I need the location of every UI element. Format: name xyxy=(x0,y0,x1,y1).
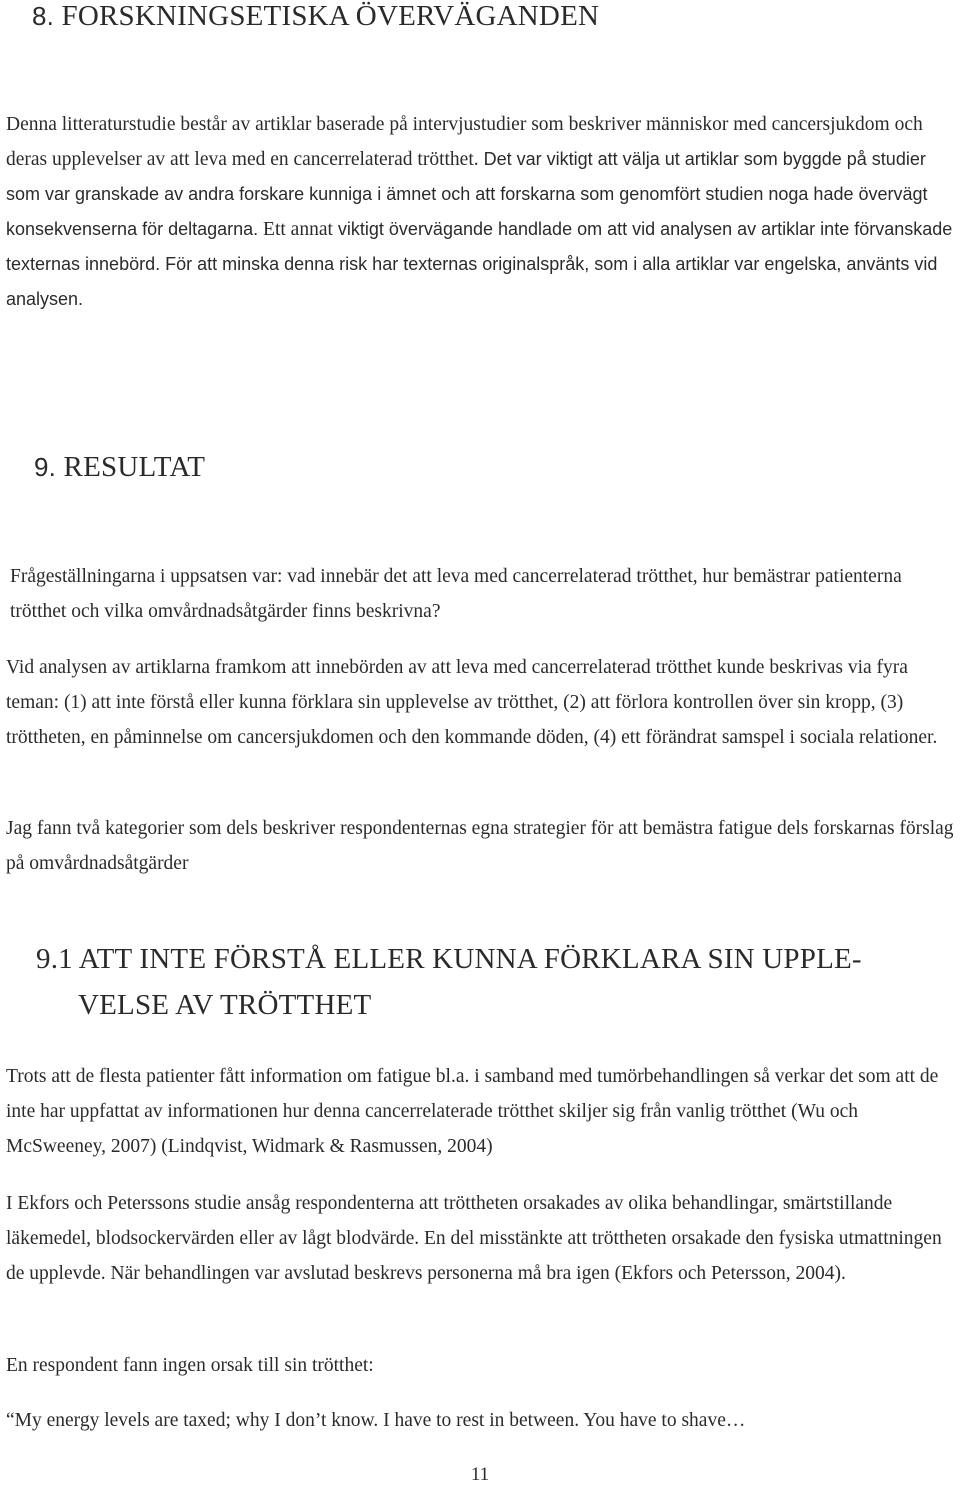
text-run: Denna litteraturstudie består av artiklar baserade på intervjustudier som beskriver människor med cancersjukdom och deras upplevelser av att leva med en cancerrelaterad trötthet. xyxy=(6,114,923,170)
page-number: 11 xyxy=(470,1464,490,1485)
paragraph-ekfors-petersson: I Ekfors och Peterssons studie ansåg respondenterna att tröttheten orsakades av olika behandlingar, smärtstillande läkemedel, blodsockervärden eller av lågt blodvärde. En del misstänkte att tröttheten orsakade den fysiska utmattningen de upplevde. När behandlingen var avslutad beskrevs personerna må bra igen (Ekfors och Petersson, 2004). xyxy=(6,1193,942,1284)
text-run: Det var viktigt att välja ut artiklar som byggde på studier som var granskade av andra forskare kunniga i ämnet och att forskarna som genomfört studien noga hade övervägt konsekvenserna för deltagarna. xyxy=(6,149,928,239)
paragraph-research-questions: Frågeställningarna i uppsatsen var: vad innebär det att leva med cancerrelaterad trötthet, hur bemästrar patienterna trötthet och vilka omvårdnadsåtgärder finns beskrivna? xyxy=(10,566,902,622)
text-run: viktigt övervägande handlade om att vid analysen av artiklar inte förvanskade texternas innebörd. För att minska denna risk har texternas originalspråk, som i alla artiklar var engelska, använts vid analysen. xyxy=(6,219,953,309)
section-title-line2: VELSE AV TRÖTTHET xyxy=(78,989,372,1021)
section-number: 8. xyxy=(32,1,55,31)
section-number: 9. xyxy=(34,452,57,482)
paragraph-themes: Vid analysen av artiklarna framkom att innebörden av att leva med cancerrelaterad trötthet kunde beskrivas via fyra teman: (1) att inte förstå eller kunna förklara sin upplevelse av trötthet, (2) att förlora kontrollen över sin kropp, (3) tröttheten, en påminnelse om cancersjukdomen och den kommande döden, (4) ett förändrat samspel i sociala relationer. xyxy=(6,657,938,748)
section-title: RESULTAT xyxy=(63,451,206,483)
paragraph-ethics xyxy=(6,107,956,317)
section-title-line1: ATT INTE FÖRSTÅ ELLER KUNNA FÖRKLARA SIN UPPLE- xyxy=(78,943,862,975)
paragraph-respondent: En respondent fann ingen orsak till sin trötthet: xyxy=(6,1355,374,1376)
text-run: Ett annat xyxy=(258,219,333,240)
paragraph-categories: Jag fann två kategorier som dels beskriver respondenternas egna strategier för att bemästra fatigue dels forskarnas förslag på omvårdnadsåtgärder xyxy=(6,818,954,874)
section-heading-8 xyxy=(32,0,599,34)
quote: “My energy levels are taxed; why I don’t know. I have to rest in between. You have to shave… xyxy=(6,1410,746,1431)
paragraph-information: Trots att de flesta patienter fått information om fatigue bl.a. i samband med tumörbehandlingen så verkar det som att de inte har uppfattat av informationen hur denna cancerrelaterade trötthet skiljer sig från vanlig trötthet (Wu och McSweeney, 2007) (Lindqvist, Widmark & Rasmussen, 2004) xyxy=(6,1066,939,1157)
section-heading-9 xyxy=(34,449,205,485)
section-number: 9.1 xyxy=(36,943,73,975)
section-title: FORSKNINGSETISKA ÖVERVÄGANDEN xyxy=(61,0,600,32)
section-heading-9-1 xyxy=(36,936,946,1028)
